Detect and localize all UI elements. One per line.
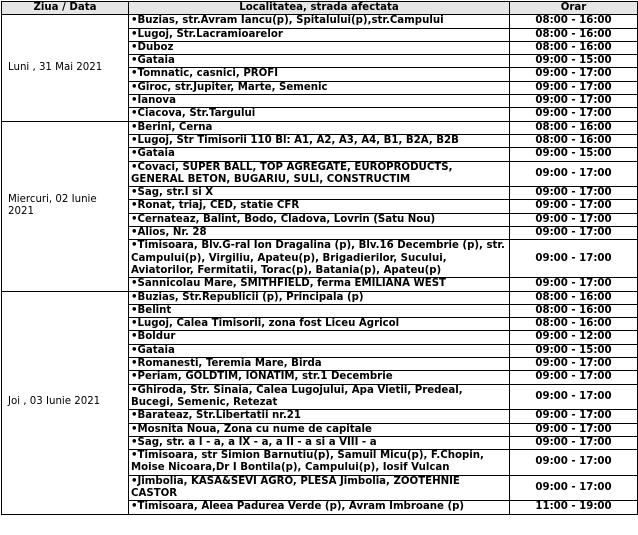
table-row [2, 15, 638, 28]
location-text: Gataia [137, 344, 175, 356]
schedule-cell: 08:00 - 16:00 [510, 304, 638, 317]
bullet-icon: • [131, 358, 138, 370]
schedule-cell: 09:00 - 17:00 [510, 240, 638, 278]
schedule-cell: 09:00 - 17:00 [510, 161, 638, 187]
location-cell [129, 240, 510, 278]
location-text: Duboz [137, 41, 174, 53]
outage-schedule-table [1, 1, 638, 515]
header-schedule: Orar [510, 2, 638, 15]
location-cell [129, 371, 510, 384]
location-text: Tomnatic, casnici, PROFI [137, 68, 279, 80]
location-cell [129, 384, 510, 410]
location-cell [129, 291, 510, 304]
bullet-icon: • [131, 200, 138, 212]
bullet-icon: • [131, 213, 138, 225]
bullet-icon: • [131, 331, 138, 343]
location-text: Timisoara, Aleea Padurea Verde (p), Avram Imbroane (p) [137, 501, 465, 513]
schedule-cell: 09:00 - 12:00 [510, 331, 638, 344]
day-cell: Luni , 31 Mai 2021 [2, 15, 129, 121]
bullet-icon: • [131, 423, 138, 435]
location-cell [129, 41, 510, 54]
schedule-cell: 08:00 - 16:00 [510, 15, 638, 28]
location-cell [129, 227, 510, 240]
header-day: Ziua / Data [2, 2, 129, 15]
location-cell [129, 501, 510, 514]
bullet-icon: • [131, 475, 138, 487]
day-cell: Miercuri, 02 Iunie 2021 [2, 121, 129, 291]
schedule-cell: 09:00 - 17:00 [510, 227, 638, 240]
bullet-icon: • [131, 55, 138, 67]
schedule-cell: 09:00 - 17:00 [510, 384, 638, 410]
location-cell [129, 15, 510, 28]
location-text: Barateaz, Str.Libertatii nr.21 [137, 410, 301, 422]
schedule-cell: 09:00 - 17:00 [510, 95, 638, 108]
location-text: Sag, str. a I - a, a IX - a, a II - a si a VIII - a [137, 436, 377, 448]
location-text: Lugoj, Str Timisorii 110 Bl: A1, A2, A3, A4, B1, B2A, B2B [137, 134, 459, 146]
location-text: Sag, str.I si X [137, 187, 214, 199]
bullet-icon: • [131, 410, 138, 422]
schedule-cell: 09:00 - 17:00 [510, 278, 638, 291]
location-cell [129, 304, 510, 317]
location-cell [129, 121, 510, 134]
bullet-icon: • [131, 161, 138, 173]
bullet-icon: • [131, 95, 138, 107]
location-text: Belint [137, 304, 172, 316]
bullet-icon: • [131, 108, 138, 120]
location-text: Ciacova, Str.Targului [137, 108, 256, 120]
bullet-icon: • [131, 436, 138, 448]
schedule-cell: 09:00 - 17:00 [510, 423, 638, 436]
schedule-cell: 09:00 - 15:00 [510, 55, 638, 68]
location-cell [129, 450, 510, 476]
location-text: Timisoara, str Simion Barnutiu(p), Samuil Micu(p), F.Chopin, Moise Nicoara,Dr I Bontila(p), Campului(p), Iosif Vulcan [131, 450, 484, 474]
location-text: Giroc, str.Jupiter, Marte, Semenic [137, 81, 328, 93]
location-cell [129, 344, 510, 357]
location-cell [129, 134, 510, 147]
bullet-icon: • [131, 41, 138, 53]
location-text: Cernateaz, Balint, Bodo, Cladova, Lovrin (Satu Nou) [137, 213, 436, 225]
day-cell: Joi , 03 Iunie 2021 [2, 291, 129, 514]
bullet-icon: • [131, 134, 138, 146]
schedule-cell: 09:00 - 17:00 [510, 371, 638, 384]
schedule-cell: 08:00 - 16:00 [510, 291, 638, 304]
location-text: Mosnita Noua, Zona cu nume de capitale [137, 423, 372, 435]
location-text: Buzias, Str.Republicii (p), Principala (p) [137, 291, 364, 303]
bullet-icon: • [131, 28, 138, 40]
location-cell [129, 200, 510, 213]
location-text: Ianova [137, 95, 176, 107]
schedule-cell: 09:00 - 15:00 [510, 344, 638, 357]
location-cell [129, 213, 510, 226]
header-location: Localitatea, strada afectata [129, 2, 510, 15]
bullet-icon: • [131, 344, 138, 356]
location-text: Gataia [137, 55, 175, 67]
schedule-cell: 09:00 - 17:00 [510, 450, 638, 476]
bullet-icon: • [131, 384, 138, 396]
location-text: Buzias, str.Avram Iancu(p), Spitalului(p),str.Campului [137, 15, 444, 27]
location-cell [129, 331, 510, 344]
bullet-icon: • [131, 501, 138, 513]
location-cell [129, 28, 510, 41]
schedule-cell: 11:00 - 19:00 [510, 501, 638, 514]
bullet-icon: • [131, 187, 138, 199]
schedule-cell: 09:00 - 17:00 [510, 200, 638, 213]
schedule-cell: 09:00 - 17:00 [510, 213, 638, 226]
location-cell [129, 436, 510, 449]
bullet-icon: • [131, 227, 138, 239]
bullet-icon: • [131, 68, 138, 80]
bullet-icon: • [131, 371, 138, 383]
schedule-cell: 09:00 - 17:00 [510, 68, 638, 81]
location-text: Lugoj, Calea Timisorii, zona fost Liceu Agricol [137, 318, 400, 330]
location-cell [129, 358, 510, 371]
schedule-cell: 08:00 - 16:00 [510, 121, 638, 134]
bullet-icon: • [131, 121, 138, 133]
bullet-icon: • [131, 278, 138, 290]
schedule-cell: 09:00 - 17:00 [510, 358, 638, 371]
location-text: Boldur [137, 331, 176, 343]
location-text: Gataia [137, 148, 175, 160]
schedule-cell: 08:00 - 16:00 [510, 41, 638, 54]
location-cell [129, 108, 510, 121]
bullet-icon: • [131, 291, 138, 303]
schedule-cell: 09:00 - 15:00 [510, 148, 638, 161]
schedule-cell: 08:00 - 16:00 [510, 318, 638, 331]
location-cell [129, 475, 510, 501]
schedule-cell: 09:00 - 17:00 [510, 108, 638, 121]
location-text: Romanesti, Teremia Mare, Birda [137, 358, 322, 370]
bullet-icon: • [131, 15, 138, 27]
schedule-cell: 09:00 - 17:00 [510, 436, 638, 449]
table-body [2, 15, 638, 514]
location-text: Sannicolau Mare, SMITHFIELD, ferma EMILIANA WEST [137, 278, 447, 290]
bullet-icon: • [131, 81, 138, 93]
location-text: Berini, Cerna [137, 121, 213, 133]
location-text: Alios, Nr. 28 [137, 227, 207, 239]
schedule-cell: 09:00 - 17:00 [510, 475, 638, 501]
location-cell [129, 81, 510, 94]
location-cell [129, 318, 510, 331]
location-cell [129, 187, 510, 200]
location-cell [129, 161, 510, 187]
bullet-icon: • [131, 148, 138, 160]
schedule-cell: 08:00 - 16:00 [510, 134, 638, 147]
table-row [2, 291, 638, 304]
location-text: Covaci, SUPER BALL, TOP AGREGATE, EUROPRODUCTS, GENERAL BETON, BUGARIU, SULI, CONSTRUCTIM [131, 161, 453, 185]
header-row [2, 2, 638, 15]
bullet-icon: • [131, 304, 138, 316]
bullet-icon: • [131, 450, 138, 462]
location-text: Ronat, triaj, CED, statie CFR [137, 200, 300, 212]
location-cell [129, 423, 510, 436]
location-text: Periam, GOLDTIM, IONATIM, str.1 Decembrie [137, 371, 393, 383]
schedule-cell: 09:00 - 17:00 [510, 187, 638, 200]
bullet-icon: • [131, 240, 138, 252]
table-row [2, 121, 638, 134]
location-text: Ghiroda, Str. Sinaia, Calea Lugojului, Apa Vietii, Predeal, Bucegi, Semenic, Retezat [131, 384, 463, 408]
location-cell [129, 95, 510, 108]
schedule-cell: 08:00 - 16:00 [510, 28, 638, 41]
schedule-cell: 09:00 - 17:00 [510, 81, 638, 94]
location-cell [129, 278, 510, 291]
location-text: Lugoj, Str.Lacramioarelor [137, 28, 283, 40]
bullet-icon: • [131, 318, 138, 330]
location-cell [129, 148, 510, 161]
schedule-cell: 09:00 - 17:00 [510, 410, 638, 423]
location-text: Jimbolia, KASA&SEVI AGRO, PLESA Jimbolia, ZOOTEHNIE CASTOR [131, 475, 460, 499]
location-cell [129, 410, 510, 423]
location-cell [129, 55, 510, 68]
location-text: Timisoara, Blv.G-ral Ion Dragalina (p), Blv.16 Decembrie (p), str. Campului(p), Virgiliu, Apateu(p), Brigadierilor, Sucului, Aviatorilor, Fermitatii, Torac(p), Batania(p), Apateu(p) [131, 240, 505, 276]
location-cell [129, 68, 510, 81]
